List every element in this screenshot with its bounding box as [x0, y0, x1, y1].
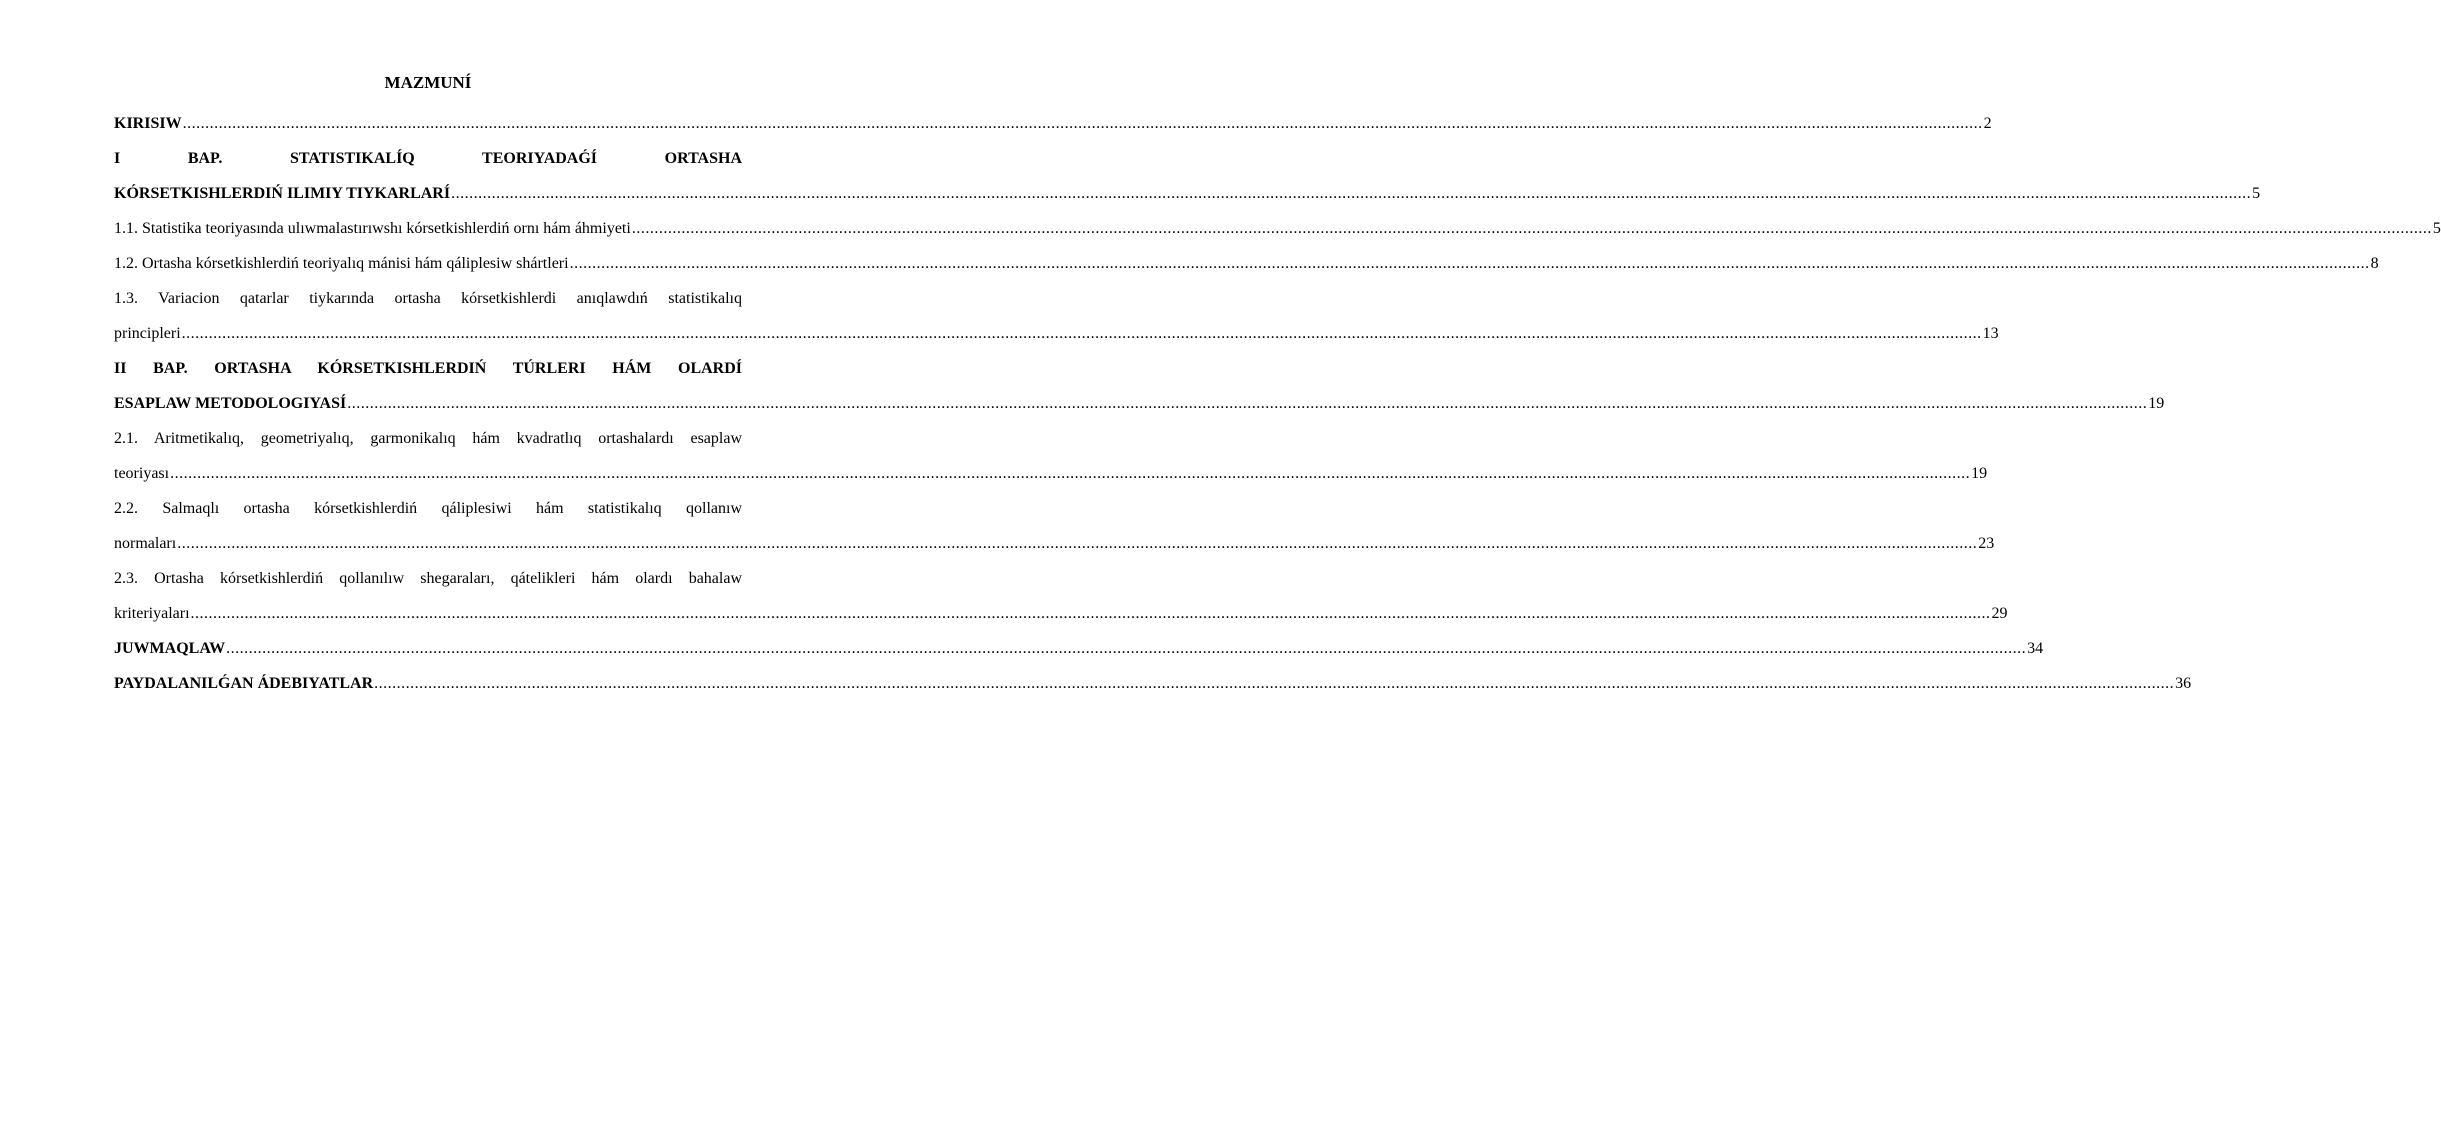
toc-entry-first-line: II BAP. ORTASHA KÓRSETKISHLERDIŃ TÚRLERI HÁM OLARDÍ: [114, 360, 742, 377]
toc-page-number: 19: [1971, 465, 1988, 482]
toc-page-number: 23: [1978, 535, 1995, 552]
toc-entry-first-line: I BAP. STATISTIKALÍQ TEORIYADAǴÍ ORTASHA: [114, 150, 742, 167]
toc-entry: [114, 561, 2008, 631]
toc-page-number: 34: [2027, 640, 2044, 657]
toc-entry: [114, 666, 2192, 701]
toc-entry-row: [114, 631, 2044, 666]
toc-entry-label: JUWMAQLAW: [114, 640, 226, 657]
toc-entry-label: KIRISIW: [114, 115, 182, 132]
toc-entry-label: ESAPLAW METODOLOGIYASÍ: [114, 395, 347, 412]
toc-entry-row: [114, 316, 1999, 351]
toc-entry: [114, 491, 1995, 561]
toc-entry-row: [114, 456, 1988, 491]
toc-title: MAZMUNÍ: [384, 73, 472, 92]
toc-entry-row: [114, 386, 2165, 421]
toc-list: [114, 106, 2441, 701]
toc-dot-leader: ................................................................................................................................................................................................................................................................................................................................................................................................................: [226, 640, 2027, 657]
toc-entry-label: kriteriyaları: [114, 605, 190, 622]
toc-entry-label: 1.1. Statistika teoriyasında ulıwmalastırıwshı kórsetkishlerdiń ornı hám áhmiyeti: [114, 220, 631, 237]
toc-entry-row: [114, 666, 2192, 701]
toc-entry: [114, 631, 2044, 666]
toc-page-number: 29: [1991, 605, 2008, 622]
toc-page-number: 36: [2175, 675, 2192, 692]
toc-dot-leader: ................................................................................................................................................................................................................................................................................................................................................................................................................: [190, 605, 1991, 622]
toc-entry-row: [114, 596, 2008, 631]
toc-entry: [114, 351, 2165, 421]
toc-page-number: 8: [2370, 255, 2379, 272]
toc-dot-leader: ................................................................................................................................................................................................................................................................................................................................................................................................................: [347, 395, 2148, 412]
toc-entry-row: [114, 211, 2441, 246]
toc-dot-leader: ................................................................................................................................................................................................................................................................................................................................................................................................................: [451, 185, 2252, 202]
toc-page-number: 13: [1982, 325, 1999, 342]
toc-entry-first-line: 2.1. Aritmetikalıq, geometriyalıq, garmonikalıq hám kvadratlıq ortashalardı esaplaw: [114, 430, 742, 447]
toc-entry: [114, 141, 2261, 211]
toc-entry-first-line: 1.3. Variacion qatarlar tiykarında ortasha kórsetkishlerdi anıqlawdıń statistikalıq: [114, 290, 742, 307]
toc-page-number: 19: [2148, 395, 2165, 412]
toc-dot-leader: ................................................................................................................................................................................................................................................................................................................................................................................................................: [631, 220, 2432, 237]
toc-entry: [114, 106, 1992, 141]
toc-dot-leader: ................................................................................................................................................................................................................................................................................................................................................................................................................: [182, 115, 1983, 132]
toc-entry-first-line: 2.3. Ortasha kórsetkishlerdiń qollanılıw shegaraları, qátelikleri hám olardı bahalaw: [114, 570, 742, 587]
toc-entry: [114, 281, 1999, 351]
toc-entry-label: principleri: [114, 325, 181, 342]
toc-entry-label: normaları: [114, 535, 177, 552]
toc-entry-row: [114, 246, 2379, 281]
toc-entry-row: [114, 526, 1995, 561]
toc-dot-leader: ................................................................................................................................................................................................................................................................................................................................................................................................................: [569, 255, 2370, 272]
toc-dot-leader: ................................................................................................................................................................................................................................................................................................................................................................................................................: [170, 465, 1971, 482]
toc-page-number: 5: [2252, 185, 2261, 202]
toc-entry-label: KÓRSETKISHLERDIŃ ILIMIY TIYKARLARÍ: [114, 185, 451, 202]
toc-page-number: 5: [2432, 220, 2441, 237]
document-page: [114, 72, 2441, 701]
toc-page-number: 2: [1983, 115, 1992, 132]
toc-dot-leader: ................................................................................................................................................................................................................................................................................................................................................................................................................: [374, 675, 2175, 692]
toc-entry-first-line: 2.2. Salmaqlı ortasha kórsetkishlerdiń qáliplesiwi hám statistikalıq qollanıw: [114, 500, 742, 517]
toc-entry-label: 1.2. Ortasha kórsetkishlerdiń teoriyalıq mánisi hám qáliplesiw shártleri: [114, 255, 569, 272]
toc-entry-row: [114, 106, 1992, 141]
toc-dot-leader: ................................................................................................................................................................................................................................................................................................................................................................................................................: [181, 325, 1982, 342]
toc-entry-row: [114, 176, 2261, 211]
toc-entry-label: PAYDALANILǴAN ÁDEBIYATLAR: [114, 675, 374, 692]
toc-entry: [114, 421, 1988, 491]
toc-entry: [114, 211, 2441, 246]
toc-entry: [114, 246, 2379, 281]
toc-entry-label: teoriyası: [114, 465, 170, 482]
toc-dot-leader: ................................................................................................................................................................................................................................................................................................................................................................................................................: [177, 535, 1978, 552]
